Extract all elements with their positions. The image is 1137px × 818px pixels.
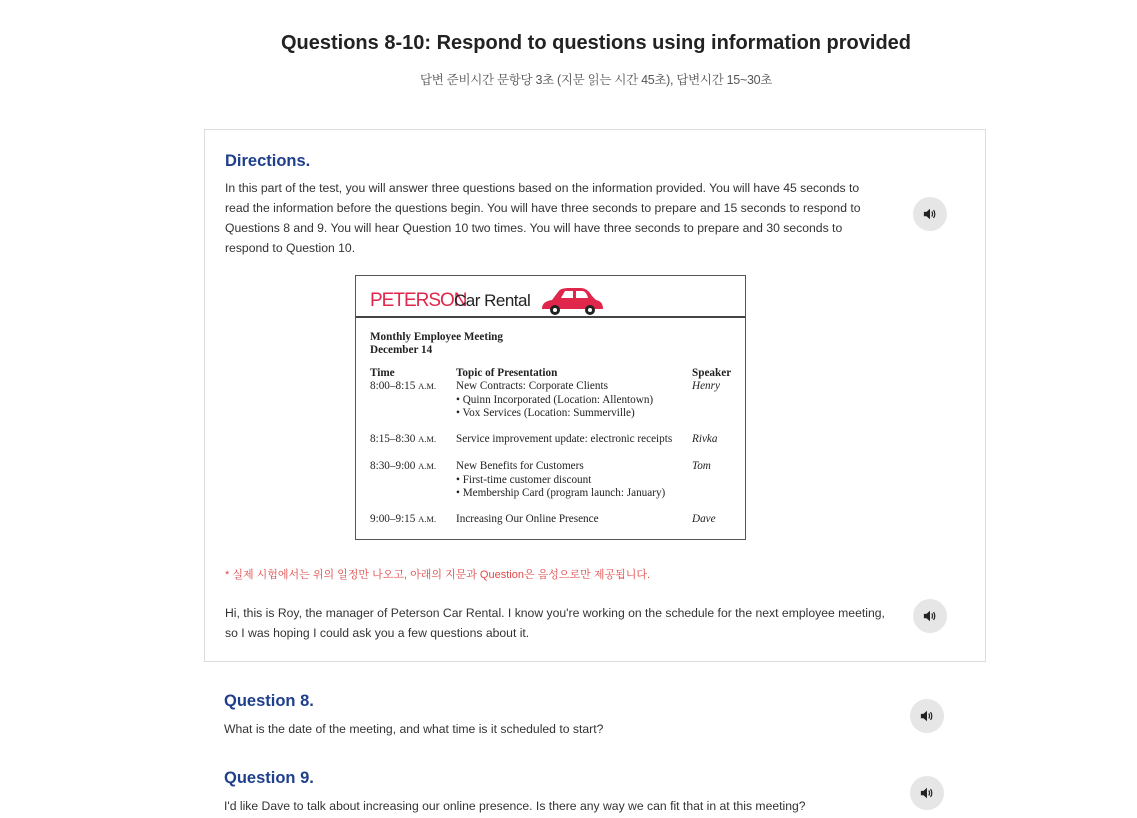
speaker-volume-icon (923, 207, 937, 221)
intro-audio-button[interactable] (913, 599, 947, 633)
meeting-date: December 14 (370, 344, 433, 356)
question-9-heading: Question 9. (224, 769, 314, 787)
car-icon (540, 285, 604, 317)
row-bullet: • Membership Card (program launch: January) (456, 487, 666, 499)
column-time: Time (370, 367, 395, 379)
row-topic: New Contracts: Corporate Clients (456, 380, 608, 392)
row-bullet: • Quinn Incorporated (Location: Allentown) (456, 393, 654, 406)
row-time: 9:00–9:15 A.M. (370, 513, 437, 525)
directions-text (225, 178, 885, 258)
row-topic: Service improvement update: electronic receipts (456, 433, 673, 445)
intro-text (225, 603, 905, 643)
row-time: 8:15–8:30 A.M. (370, 433, 437, 445)
speaker-volume-icon (920, 709, 934, 723)
schedule-header (356, 276, 745, 318)
question-8-audio-button[interactable] (910, 699, 944, 733)
row-speaker: Henry (692, 380, 720, 392)
question-8-heading: Question 8. (224, 692, 314, 710)
speaker-volume-icon (923, 609, 937, 623)
row-speaker: Rivka (692, 433, 718, 445)
question-9-text: I'd like Dave to talk about increasing our online presence. Is there any way we can fit that in at this meeting? (224, 799, 806, 813)
page-title: Questions 8-10: Respond to questions using information provided (280, 32, 912, 54)
row-topic: Increasing Our Online Presence (456, 513, 599, 525)
row-speaker: Dave (692, 513, 716, 525)
schedule-image (355, 275, 746, 540)
brand-logo-text: PETERSON (370, 290, 467, 311)
exam-note: * 실제 시험에서는 위의 일정만 나오고, 아래의 지문과 Question은 음성으로만 제공됩니다. (225, 569, 651, 581)
directions-heading: Directions. (225, 152, 311, 170)
directions-line: Questions 8 and 9. You will hear Question 10 two times. You will have three seconds to prepare and 30 seconds to (225, 221, 843, 235)
brand-logo-subtext: Car Rental (454, 291, 531, 310)
speaker-volume-icon (920, 786, 934, 800)
directions-line: respond to Question 10. (225, 241, 356, 255)
directions-line: In this part of the test, you will answer three questions based on the information provided. You will have 45 seconds to (225, 181, 860, 195)
column-topic: Topic of Presentation (456, 367, 558, 379)
page-subtitle: 답변 준비시간 문항당 3초 (지문 읽는 시간 45초), 답변시간 15~30초 (419, 73, 773, 87)
row-speaker: Tom (692, 460, 711, 472)
meeting-title: Monthly Employee Meeting (370, 331, 503, 343)
intro-line: so I was hoping I could ask you a few questions about it. (225, 626, 530, 640)
row-bullet: • Vox Services (Location: Summerville) (456, 407, 635, 419)
intro-line: Hi, this is Roy, the manager of Peterson Car Rental. I know you're working on the schedule for the next employee meeting, (225, 606, 885, 620)
row-time: 8:00–8:15 A.M. (370, 380, 437, 392)
directions-panel (204, 129, 986, 662)
directions-audio-button[interactable] (913, 197, 947, 231)
question-8-text: What is the date of the meeting, and what time is it scheduled to start? (224, 722, 604, 736)
row-topic: New Benefits for Customers (456, 460, 584, 472)
row-bullet: • First-time customer discount (456, 473, 592, 486)
row-time: 8:30–9:00 A.M. (370, 460, 437, 472)
question-9-audio-button[interactable] (910, 776, 944, 810)
directions-line: read the information before the questions begin. You will have three seconds to prepare and 15 seconds to respond to (225, 201, 861, 215)
column-speaker: Speaker (692, 367, 732, 379)
